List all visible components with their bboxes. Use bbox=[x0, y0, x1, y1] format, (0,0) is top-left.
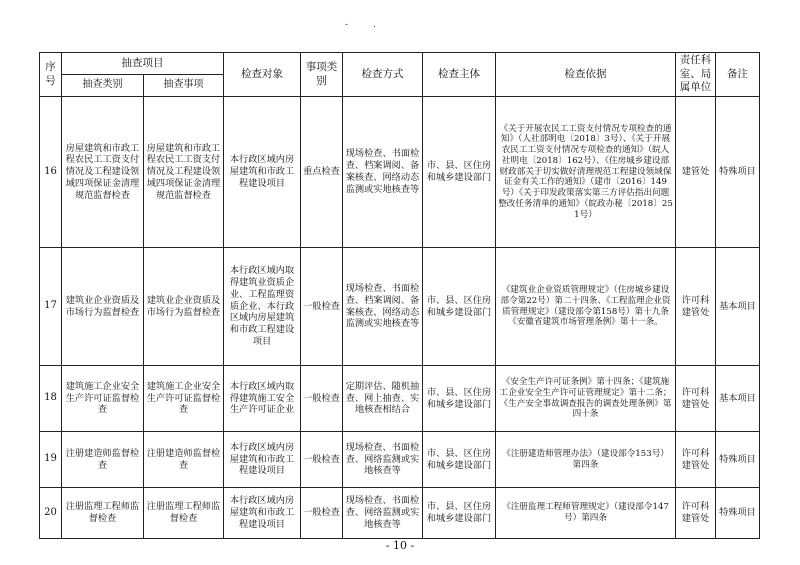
cell-type: 一般检查 bbox=[301, 248, 343, 366]
page-number: - 10 - bbox=[385, 539, 415, 552]
cell-method: 现场检查、书面检查、网络监测或实地核查等 bbox=[343, 432, 423, 488]
cell-method: 现场检查、书面检查、档案调阅、备案核查、网络动态监测或实地核查等 bbox=[343, 248, 423, 366]
cell-note: 特殊项目 bbox=[716, 432, 760, 488]
cell-seq: 17 bbox=[40, 248, 62, 366]
table-row bbox=[40, 488, 760, 539]
cell-note: 特殊项目 bbox=[716, 97, 760, 248]
header-unit: 责任科室、局属单位 bbox=[676, 53, 716, 97]
cell-matter: 房屋建筑和市政工程农民工工资支付情况及工程建设领域四项保证金清理规范监督检查 bbox=[144, 97, 224, 248]
cell-subject: 市、县、区住房和城乡建设部门 bbox=[423, 432, 496, 488]
cell-matter: 注册建造师监督检查 bbox=[144, 432, 224, 488]
cell-note: 特殊项目 bbox=[716, 488, 760, 539]
cell-note: 基本项目 bbox=[716, 248, 760, 366]
cell-matter: 注册监理工程师监督检查 bbox=[144, 488, 224, 539]
cell-category: 建筑施工企业安全生产许可证监督检查 bbox=[62, 366, 144, 432]
cell-target: 本行政区域内房屋建筑和市政工程建设项目 bbox=[224, 488, 301, 539]
cell-type: 一般检查 bbox=[301, 488, 343, 539]
cell-matter: 建筑施工企业安全生产许可证监督检查 bbox=[144, 366, 224, 432]
cell-category: 房屋建筑和市政工程农民工工资支付情况及工程建设领域四项保证金清理规范监督检查 bbox=[62, 97, 144, 248]
inspection-table bbox=[39, 52, 760, 539]
table-row bbox=[40, 366, 760, 432]
cell-target: 本行政区域内取得建筑业资质企业、工程监理资质企业、本行政区域内房屋建筑和市政工程建设项目 bbox=[224, 248, 301, 366]
cell-type: 一般检查 bbox=[301, 366, 343, 432]
cell-basis: 《关于开展农民工工资支付情况专项检查的通知》（人社部明电〔2018〕3号）、《关于开展农民工工资支付情况专项检查的通知》（皖人社明电〔2018〕162号）、《住房城乡建设部财政部关于切实做好清理规范工程建设领域保证金有关工作的通知》（建市〔2016〕149号）《关于印发政策落实第三方评估指出问题整改任务清单的通知》（皖政办秘〔2018〕251号） bbox=[496, 97, 676, 248]
cell-unit: 许可科建管处 bbox=[676, 366, 716, 432]
cell-subject: 市、县、区住房和城乡建设部门 bbox=[423, 366, 496, 432]
header-subject: 检查主体 bbox=[423, 53, 496, 97]
cell-subject: 市、县、区住房和城乡建设部门 bbox=[423, 488, 496, 539]
cell-subject: 市、县、区住房和城乡建设部门 bbox=[423, 248, 496, 366]
header-matter: 抽查事项 bbox=[144, 75, 224, 97]
cell-category: 注册监理工程师监督检查 bbox=[62, 488, 144, 539]
header-items: 抽查项目 bbox=[62, 53, 224, 75]
cell-seq: 19 bbox=[40, 432, 62, 488]
header-type: 事项类别 bbox=[301, 53, 343, 97]
cell-method: 现场检查、书面检查、网络监测或实地核查等 bbox=[343, 488, 423, 539]
cell-method: 现场检查、书面检查、档案调阅、备案核查、网络动态监测或实地核查等 bbox=[343, 97, 423, 248]
cell-type: 重点检查 bbox=[301, 97, 343, 248]
cell-category: 注册建造师监督检查 bbox=[62, 432, 144, 488]
cell-target: 本行政区域内房屋建筑和市政工程建设项目 bbox=[224, 432, 301, 488]
cell-basis: 《注册监理工程师管理规定》（建设部令147号）第四条 bbox=[496, 488, 676, 539]
cell-unit: 建管处 bbox=[676, 97, 716, 248]
cell-target: 本行政区域内房屋建筑和市政工程建设项目 bbox=[224, 97, 301, 248]
header-target: 检查对象 bbox=[224, 53, 301, 97]
page-mark: . bbox=[373, 20, 376, 30]
cell-unit: 许可科建管处 bbox=[676, 248, 716, 366]
cell-seq: 20 bbox=[40, 488, 62, 539]
header-category: 抽查类别 bbox=[62, 75, 144, 97]
cell-unit: 许可科建管处 bbox=[676, 432, 716, 488]
table-row bbox=[40, 432, 760, 488]
cell-subject: 市、县、区住房和城乡建设部门 bbox=[423, 97, 496, 248]
cell-category: 建筑业企业资质及市场行为监督检查 bbox=[62, 248, 144, 366]
page-mark: - bbox=[345, 20, 349, 30]
cell-note: 基本项目 bbox=[716, 366, 760, 432]
cell-seq: 18 bbox=[40, 366, 62, 432]
cell-target: 本行政区域内取得建筑施工安全生产许可证企业 bbox=[224, 366, 301, 432]
cell-type: 一般检查 bbox=[301, 432, 343, 488]
cell-seq: 16 bbox=[40, 97, 62, 248]
header-method: 检查方式 bbox=[343, 53, 423, 97]
table-row bbox=[40, 248, 760, 366]
cell-matter: 建筑业企业资质及市场行为监督检查 bbox=[144, 248, 224, 366]
cell-method: 定期评估、随机抽查、网上抽查、实地核查相结合 bbox=[343, 366, 423, 432]
cell-basis: 《注册建造师管理办法》（建设部令153号）第四条 bbox=[496, 432, 676, 488]
cell-basis: 《建筑业企业资质管理规定》（住房城乡建设部令第22号）第二十四条、《工程监理企业资质管理规定》（建设部令第158号）第十九条《安徽省建筑市场管理条例》第十一条。 bbox=[496, 248, 676, 366]
table-row bbox=[40, 97, 760, 248]
cell-unit: 许可科建管处 bbox=[676, 488, 716, 539]
header-basis: 检查依据 bbox=[496, 53, 676, 97]
cell-basis: 《安全生产许可证条例》第十四条；《建筑施工企业安全生产许可证管理规定》第十二条；《生产安全事故调查报告的调查处理条例》第四十条 bbox=[496, 366, 676, 432]
header-note: 备注 bbox=[716, 53, 760, 97]
header-seq: 序号 bbox=[40, 53, 62, 97]
